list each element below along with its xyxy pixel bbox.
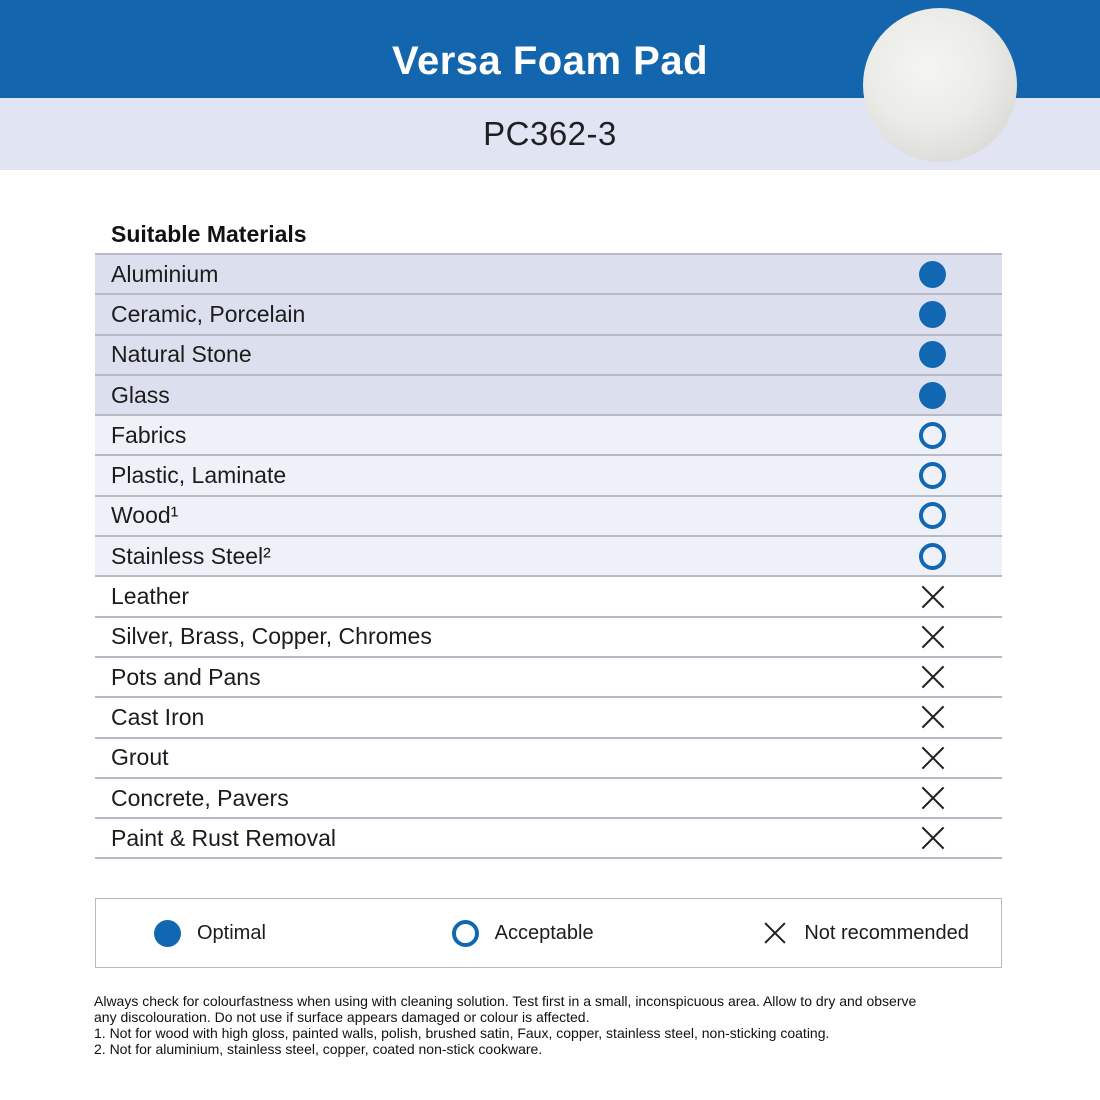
foam-pad-image — [863, 8, 1017, 162]
rating-icon — [919, 543, 946, 570]
header-banner — [0, 0, 1100, 170]
table-row — [95, 616, 1002, 656]
product-title: Versa Foam Pad — [391, 38, 709, 83]
table-row — [95, 817, 1002, 857]
legend-item — [398, 920, 700, 947]
footnote-line: Always check for colourfastness when using with cleaning solution. Test first in a small, inconspicuous area. Allow to dry and observe any discolouration. Do not use if surface appears damaged or colour is affected. — [94, 993, 917, 1026]
legend-label: Not recommended — [804, 921, 969, 944]
material-label: Fabrics — [111, 421, 187, 448]
legend-rating-icon — [761, 920, 788, 947]
material-label: Glass — [111, 381, 170, 408]
material-label: Grout — [111, 744, 169, 771]
rating-icon — [919, 583, 946, 610]
table-row — [95, 777, 1002, 817]
material-label: Stainless Steel² — [111, 542, 271, 569]
material-label: Cast Iron — [111, 703, 205, 730]
rating-icon — [919, 301, 946, 328]
material-label: Pots and Pans — [111, 663, 261, 690]
material-label: Silver, Brass, Copper, Chromes — [111, 623, 432, 650]
legend-box — [95, 898, 1002, 968]
material-label: Plastic, Laminate — [111, 462, 287, 489]
material-label: Leather — [111, 583, 190, 610]
rating-icon — [919, 744, 946, 771]
rating-icon — [919, 422, 946, 449]
legend-label: Acceptable — [494, 921, 594, 944]
table-row — [95, 414, 1002, 454]
legend-item — [699, 920, 1001, 947]
footnote-line: 2. Not for aluminium, stainless steel, copper, coated non-stick cookware. — [94, 1041, 543, 1058]
rating-icon — [919, 704, 946, 731]
rating-icon — [919, 825, 946, 852]
legend-item — [96, 920, 398, 947]
table-row — [95, 253, 1002, 293]
table-row — [95, 374, 1002, 414]
product-code: PC362-3 — [483, 115, 617, 152]
rating-icon — [919, 382, 946, 409]
material-label: Natural Stone — [111, 341, 252, 368]
table-row — [95, 495, 1002, 535]
legend-label: Optimal — [197, 921, 266, 944]
table-row — [95, 575, 1002, 615]
rating-icon — [919, 341, 946, 368]
material-label: Ceramic, Porcelain — [111, 300, 306, 327]
material-label: Wood¹ — [111, 502, 179, 529]
table-row — [95, 334, 1002, 374]
table-title: Suitable Materials — [111, 221, 307, 247]
rating-icon — [919, 664, 946, 691]
rating-icon — [919, 462, 946, 489]
legend-rating-icon — [452, 920, 479, 947]
table-row — [95, 535, 1002, 575]
rating-icon — [919, 261, 946, 288]
suitable-materials-table — [95, 253, 1002, 859]
material-label: Concrete, Pavers — [111, 784, 289, 811]
legend-rating-icon — [154, 920, 181, 947]
material-label: Aluminium — [111, 260, 219, 287]
main-content — [95, 220, 1002, 1057]
rating-icon — [919, 623, 946, 650]
rating-icon — [919, 502, 946, 529]
table-row — [95, 656, 1002, 696]
table-row — [95, 293, 1002, 333]
material-label: Paint & Rust Removal — [111, 824, 336, 851]
table-row — [95, 454, 1002, 494]
footnotes — [94, 993, 939, 1057]
footnote-line: 1. Not for wood with high gloss, painted walls, polish, brushed satin, Faux, copper, stainless steel, non-sticking coating. — [94, 1025, 830, 1042]
table-row — [95, 696, 1002, 736]
table-row — [95, 737, 1002, 777]
rating-icon — [919, 785, 946, 812]
